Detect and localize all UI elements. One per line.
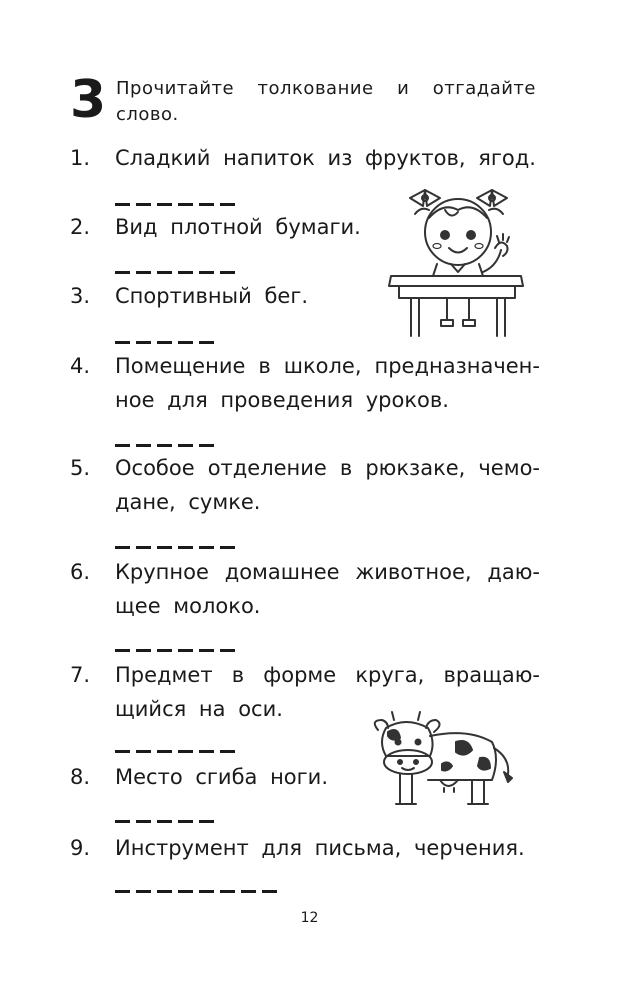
question-text: Место сгиба ноги.: [115, 765, 328, 789]
question-text: Вид плотной бумаги.: [115, 215, 361, 239]
page-number: 12: [300, 910, 319, 926]
question-number: 5.: [70, 456, 91, 480]
task-instruction: Прочитайте толкование и отгадайте слово.: [116, 78, 536, 125]
question-number: 6.: [70, 560, 91, 584]
answer-blank[interactable]: [115, 649, 235, 652]
question-text: Особое отделение в рюкзаке, чемо-дане, сумке.: [115, 456, 540, 514]
question-number: 9.: [70, 836, 91, 860]
question-number: 4.: [70, 354, 91, 378]
question-text: Помещение в школе, предназначен-ное для проведения уроков.: [115, 354, 540, 412]
cow-illustration: [368, 708, 523, 818]
girl-at-desk-illustration: [385, 180, 530, 340]
question-text: Спортивный бег.: [115, 284, 309, 308]
question-number: 7.: [70, 663, 91, 687]
answer-blank[interactable]: [115, 546, 235, 549]
answer-blank[interactable]: [115, 750, 235, 753]
question-number: 1.: [70, 146, 91, 170]
question-number: 2.: [70, 215, 91, 239]
answer-blank[interactable]: [115, 341, 214, 344]
answer-blank[interactable]: [115, 271, 235, 274]
question-text: Сладкий напиток из фруктов, ягод.: [115, 146, 536, 170]
question-number: 3.: [70, 284, 91, 308]
question-text: Предмет в форме круга, вращаю-щийся на оси.: [115, 663, 540, 721]
answer-blank[interactable]: [115, 820, 214, 823]
answer-blank[interactable]: [115, 203, 235, 206]
question-number: 8.: [70, 765, 91, 789]
answer-blank[interactable]: [115, 890, 277, 893]
question-text: Инструмент для письма, черчения.: [115, 836, 525, 860]
answer-blank[interactable]: [115, 444, 214, 447]
task-number: 3: [70, 70, 107, 130]
question-text: Крупное домашнее животное, даю-щее молоко.: [115, 560, 540, 618]
